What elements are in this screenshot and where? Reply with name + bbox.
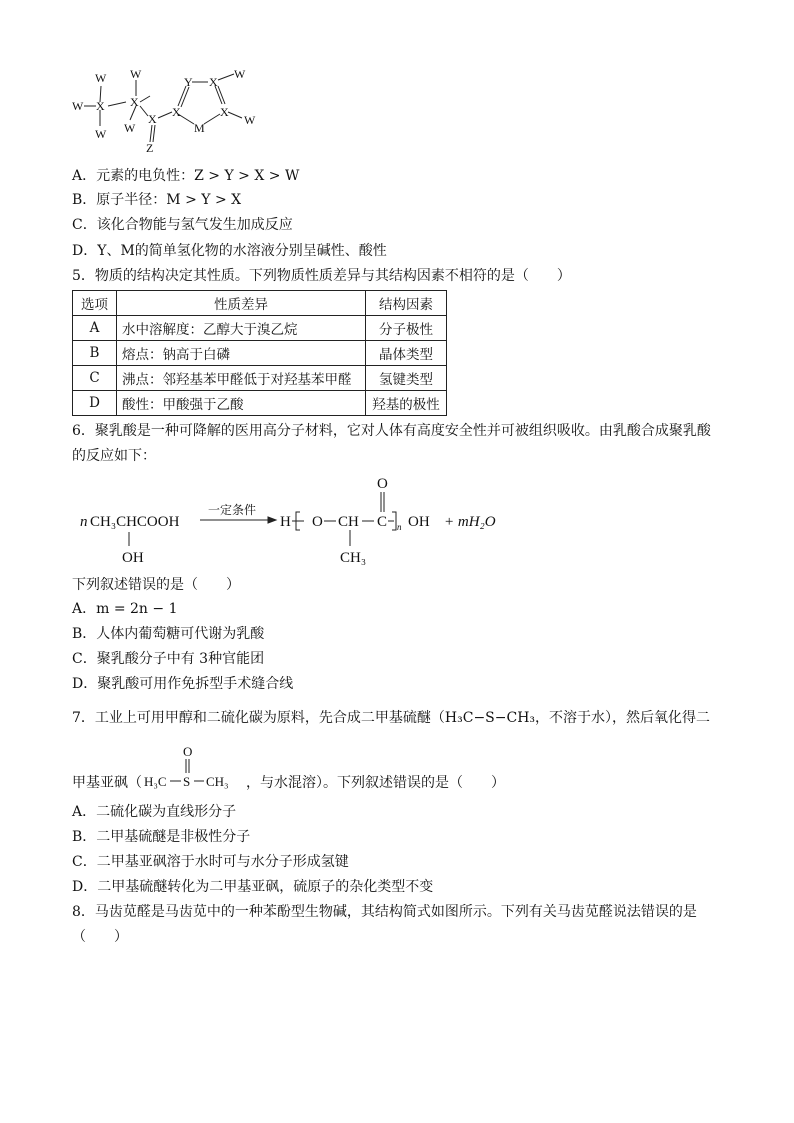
table-cell: 分子极性 [366,316,447,341]
atom-x: X [220,105,229,119]
q4-option-c: C．该化合物能与氢气发生加成反应 [72,217,293,233]
table-cell: 水中溶解度：乙醇大于溴乙烷 [117,316,366,341]
q4-option-d: D．Y、M的简单氢化物的水溶液分别呈碱性、酸性 [72,243,387,259]
q4-option-a: A．元素的电负性：Z > Y > X > W [72,168,300,184]
q4-option-b: B．原子半径：M > Y > X [72,192,242,208]
atom-m: M [194,121,205,135]
product-ch3: CH₃ [340,550,367,566]
q7-stem-line2-prefix: 甲基亚砜（ [72,775,142,791]
q6-stem-line1: 6．聚乳酸是一种可降解的医用高分子材料，它对人体有高度安全性并可被组织吸收。由乳酸合成聚乳酸 [72,423,711,439]
repeat-subscript: n [397,522,402,532]
table-row [73,316,447,341]
atom-w: W [124,121,136,135]
q6-question: 下列叙述错误的是（ ） [72,577,240,593]
table-row [73,366,447,391]
product-ch: CH [338,514,359,530]
q6-stem-line2: 的反应如下： [72,448,156,464]
reactant-coefficient: n [80,514,88,530]
table-cell: A [73,316,117,341]
atom-y: Y [184,75,193,89]
table-header-row [73,291,447,316]
q7-option-d: D．二甲基硫醚转化为二甲基亚砜，硫原子的杂化类型不变 [72,879,434,895]
q7-option-a: A．二硫化碳为直线形分子 [72,804,237,820]
table-cell: B [73,341,117,366]
q5-table [72,290,447,416]
table-cell: 羟基的极性 [366,391,447,416]
compound-structure-diagram [70,66,270,156]
atom-w: W [95,127,107,141]
sulfoxide-left-methyl: H₃C [144,774,167,789]
q8-stem-line2: （ ） [72,929,128,945]
table-cell: 晶体类型 [366,341,447,366]
table-cell: C [73,366,117,391]
q7-option-c: C．二甲基亚砜溶于水时可与水分子形成氢键 [72,854,349,870]
table-cell: 熔点：钠高于白磷 [117,341,366,366]
water-byproduct: + mH₂O [444,514,496,530]
product-oh: OH [408,514,430,530]
q7-stem-line2-suffix: ，与水混溶）。下列叙述错误的是（ ） [246,775,505,791]
q6-option-a: A．m = 2n − 1 [72,601,178,617]
q6-option-c: C．聚乳酸分子中有 3种官能团 [72,651,265,667]
table-row [73,341,447,366]
sulfoxide-oxygen: O [183,744,193,759]
atom-x: X [148,112,157,126]
table-cell: 沸点：邻羟基苯甲醛低于对羟基苯甲醛 [117,366,366,391]
q7-option-b: B．二甲基硫醚是非极性分子 [72,829,251,845]
atom-x: X [130,95,139,109]
table-header-cell: 结构因素 [366,291,447,316]
atom-x: X [172,105,181,119]
table-cell: D [73,391,117,416]
atom-x: X [209,75,218,89]
q6-option-b: B．人体内葡萄糖可代谢为乳酸 [72,626,265,642]
q7-stem-line1: 7．工业上可用甲醇和二硫化碳为原料，先合成二甲基硫醚（H₃C−S−CH₃，不溶于水），然后氧化得二 [72,710,711,726]
atom-w: W [234,67,246,81]
reaction-condition: 一定条件 [208,503,257,517]
q8-stem-line1: 8．马齿苋醛是马齿苋中的一种苯酚型生物碱，其结构简式如图所示。下列有关马齿苋醛说法错误的是 [72,904,697,920]
atom-w: W [130,67,142,81]
table-cell: 酸性：甲酸强于乙酸 [117,391,366,416]
dimethyl-sulfoxide-structure [140,744,250,794]
table-header-cell: 选项 [73,291,117,316]
product-carbonyl-o: O [377,476,388,492]
atom-w: W [244,113,256,127]
atom-x: X [96,99,105,113]
atom-z: Z [146,141,154,155]
product-h: H [280,514,291,530]
atom-w: W [72,99,84,113]
table-header-cell: 性质差异 [117,291,366,316]
sulfoxide-right-methyl: CH₃ [206,774,229,789]
lactic-acid-formula: CH₃CHCOOH [90,514,180,530]
hydroxyl-group: OH [122,550,144,566]
polylactic-acid-reaction [72,474,512,570]
product-c: C [377,514,388,530]
sulfoxide-sulfur: S [183,774,191,789]
q6-option-d: D．聚乳酸可用作免拆型手术缝合线 [72,676,294,692]
q5-stem: 5．物质的结构决定其性质。下列物质性质差异与其结构因素不相符的是（ ） [72,268,571,284]
product-o: O [312,514,323,530]
table-cell: 氢键类型 [366,366,447,391]
table-row [73,391,447,416]
atom-w: W [95,71,107,85]
